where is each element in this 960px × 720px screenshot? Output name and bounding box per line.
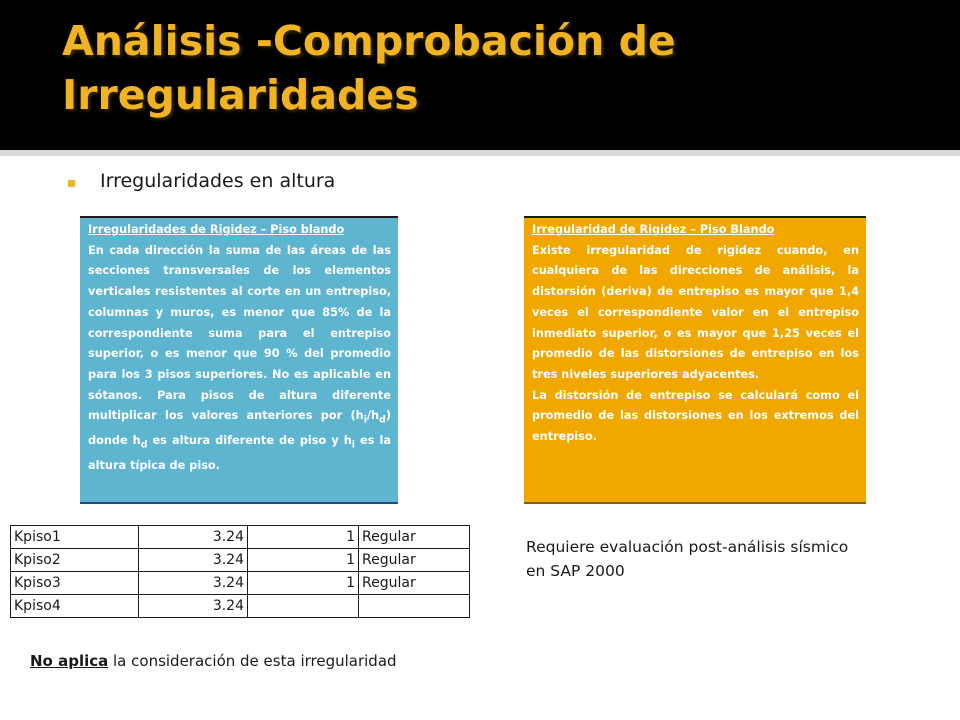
right-box-title: Irregularidad de Rigidez – Piso Blando bbox=[532, 223, 775, 236]
conclusion-text: la consideración de esta irregularidad bbox=[108, 652, 397, 670]
conclusion-emphasis: No aplica bbox=[30, 652, 109, 670]
table-row bbox=[11, 526, 470, 549]
kpiso-flag-cell bbox=[248, 595, 359, 618]
kpiso-flag-cell: 1 bbox=[248, 572, 359, 595]
kpiso-status-cell: Regular bbox=[359, 572, 470, 595]
left-body-part: /h bbox=[366, 409, 380, 423]
kpiso-flag-cell: 1 bbox=[248, 526, 359, 549]
kpiso-value-cell: 3.24 bbox=[139, 595, 248, 618]
left-box-body bbox=[88, 241, 391, 477]
right-box-paragraph-2: La distorsión de entrepiso se calculará como el promedio de las distorsiones en los extremos del entrepiso. bbox=[532, 388, 859, 444]
kpiso-value-cell: 3.24 bbox=[139, 526, 248, 549]
conclusion-note bbox=[30, 652, 397, 670]
right-box-paragraph-1: Existe irregularidad de rigidez cuando, en cualquiera de las direcciones de análisis, la distorsión (deriva) de entrepiso es mayor que 1,4 veces el correspondiente valor en el entrepiso inmediato superior, o es mayor que 1,25 veces el promedio de las distorsiones de entrepiso en los tres niveles superiores adyacentes. bbox=[532, 243, 859, 381]
subscript: d bbox=[140, 439, 148, 451]
kpiso-table bbox=[10, 525, 470, 618]
kpiso-status-cell bbox=[359, 595, 470, 618]
subscript: i bbox=[351, 439, 356, 451]
kpiso-value-cell: 3.24 bbox=[139, 549, 248, 572]
subscript: i bbox=[363, 414, 367, 426]
rigidity-criteria-box-right bbox=[524, 216, 866, 504]
left-box-title: Irregularidades de Rigidez – Piso blando bbox=[88, 223, 345, 236]
kpiso-name-cell: Kpiso1 bbox=[11, 526, 139, 549]
slide-title: Análisis -Comprobación de Irregularidades bbox=[62, 17, 676, 119]
table-row bbox=[11, 549, 470, 572]
table-row bbox=[11, 595, 470, 618]
kpiso-name-cell: Kpiso4 bbox=[11, 595, 139, 618]
kpiso-status-cell: Regular bbox=[359, 549, 470, 572]
left-body-part: ) donde h bbox=[88, 409, 391, 448]
rigidity-criteria-box-left bbox=[80, 216, 398, 504]
left-body-part: es altura diferente de piso y h bbox=[147, 434, 352, 448]
kpiso-status-cell: Regular bbox=[359, 526, 470, 549]
table-row bbox=[11, 572, 470, 595]
post-analysis-note: Requiere evaluación post-análisis sísmico en SAP 2000 bbox=[526, 538, 849, 580]
bullet-square-icon bbox=[68, 180, 75, 187]
left-body-part: En cada dirección la suma de las áreas de las secciones transversales de los elementos verticales resistentes al corte en un entrepiso, columnas y muros, es menor que 85% de la correspondiente suma para el entrepiso superior, o es menor que 90 % del promedio para los 3 pisos superiores. No es aplicable en sótanos. Para pisos de altura diferente multiplicar los valores anteriores por (h bbox=[88, 243, 391, 423]
left-body-part: es la altura típica de piso. bbox=[88, 434, 391, 473]
kpiso-value-cell: 3.24 bbox=[139, 572, 248, 595]
kpiso-name-cell: Kpiso2 bbox=[11, 549, 139, 572]
title-divider bbox=[0, 150, 960, 156]
kpiso-flag-cell: 1 bbox=[248, 549, 359, 572]
section-subtitle: Irregularidades en altura bbox=[100, 170, 336, 192]
subscript: d bbox=[379, 414, 386, 426]
kpiso-name-cell: Kpiso3 bbox=[11, 572, 139, 595]
